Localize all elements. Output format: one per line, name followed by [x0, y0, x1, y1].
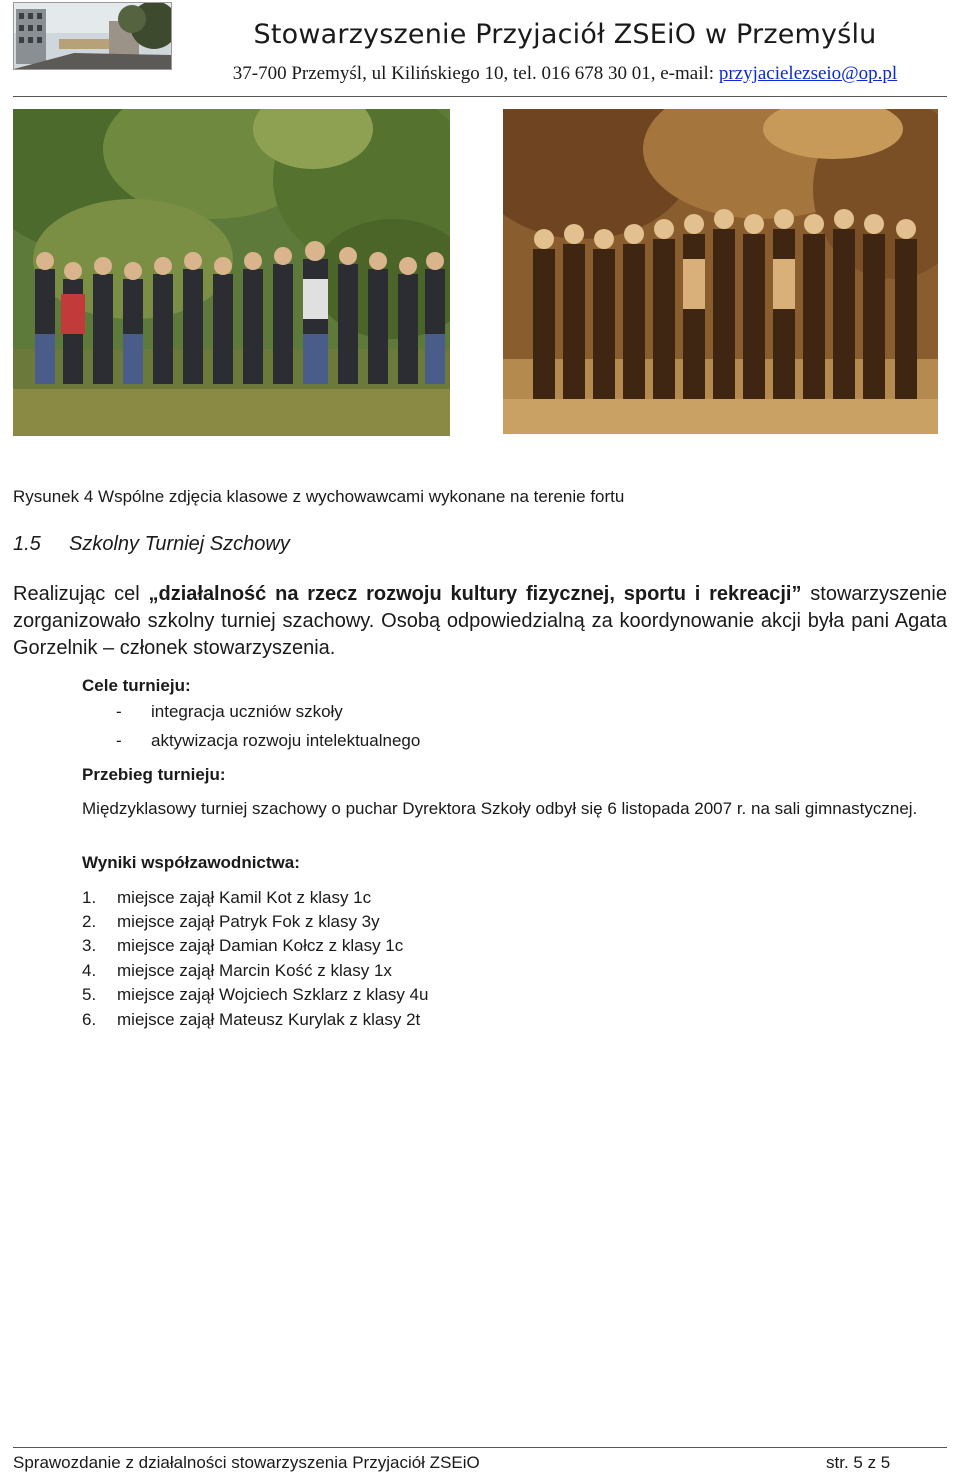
- result-item: [82, 985, 428, 1005]
- goal-item: [116, 731, 420, 751]
- result-item: [82, 961, 392, 981]
- intro-paragraph: [13, 581, 947, 662]
- para-bold-goal: „działalność na rzecz rozwoju kultury fizycznej, sportu i rekreacji”: [148, 583, 802, 605]
- result-text: miejsce zajął Marcin Kość z klasy 1x: [117, 961, 392, 980]
- result-text: miejsce zajął Wojciech Szklarz z klasy 4u: [117, 985, 429, 1004]
- result-text: miejsce zajął Mateusz Kurylak z klasy 2t: [117, 1010, 421, 1029]
- goal-text: integracja uczniów szkoły: [151, 702, 343, 721]
- result-text: miejsce zajął Patryk Fok z klasy 3y: [117, 912, 380, 931]
- result-number: 2.: [82, 912, 97, 931]
- course-heading: Przebieg turnieju:: [82, 765, 226, 784]
- para-intro: Realizując cel: [13, 583, 149, 605]
- goal-item: [116, 702, 343, 722]
- result-number: 3.: [82, 936, 97, 955]
- result-number: 6.: [82, 1010, 97, 1029]
- bullet-dash: -: [116, 731, 122, 750]
- email-link[interactable]: przyjacielezseio@op.pl: [718, 63, 898, 84]
- goal-text: aktywizacja rozwoju intelektualnego: [151, 731, 421, 750]
- school-building-photo: [13, 2, 172, 70]
- result-number: 4.: [82, 961, 97, 980]
- section-number: 1.5: [13, 533, 41, 555]
- result-number: 5.: [82, 985, 97, 1004]
- result-number: 1.: [82, 888, 97, 907]
- section-heading: [13, 533, 290, 556]
- result-item: [82, 888, 371, 908]
- result-text: miejsce zajął Kamil Kot z klasy 1c: [117, 888, 372, 907]
- para-rest: stowarzyszenie zorganizowało szkolny turniej szachowy. Osobą odpowiedzialną za koordynowanie akcji była pani Agata Gorzelnik – członek stowarzyszenia.: [13, 583, 947, 659]
- class-photo-sepia: [503, 109, 938, 434]
- address-text: 37-700 Przemyśl, ul Kilińskiego 10, tel. 016 678 30 01, e-mail:: [232, 63, 719, 84]
- class-photo-color: [13, 109, 450, 436]
- organization-title: Stowarzyszenie Przyjaciół ZSEiO w Przemyślu: [253, 19, 877, 50]
- organization-address: [170, 63, 960, 85]
- result-text: miejsce zajął Damian Kołcz z klasy 1c: [117, 936, 404, 955]
- footer-divider: [13, 1447, 947, 1448]
- page-number: str. 5 z 5: [826, 1453, 891, 1472]
- goals-heading: Cele turnieju:: [82, 676, 191, 695]
- course-text: Międzyklasowy turniej szachowy o puchar Dyrektora Szkoły odbył się 6 listopada 2007 r. na sali gimnastycznej.: [82, 799, 918, 818]
- section-title: Szkolny Turniej Szchowy: [69, 533, 290, 555]
- bullet-dash: -: [116, 702, 122, 721]
- results-heading: Wyniki współzawodnictwa:: [82, 853, 300, 872]
- result-item: [82, 936, 403, 956]
- result-item: [82, 912, 380, 932]
- header-divider: [13, 96, 947, 97]
- figure-caption: Rysunek 4 Wspólne zdjęcia klasowe z wychowawcami wykonane na terenie fortu: [13, 487, 625, 506]
- result-item: [82, 1010, 420, 1030]
- footer-report-title: Sprawozdanie z działalności stowarzyszenia Przyjaciół ZSEiO: [13, 1453, 480, 1472]
